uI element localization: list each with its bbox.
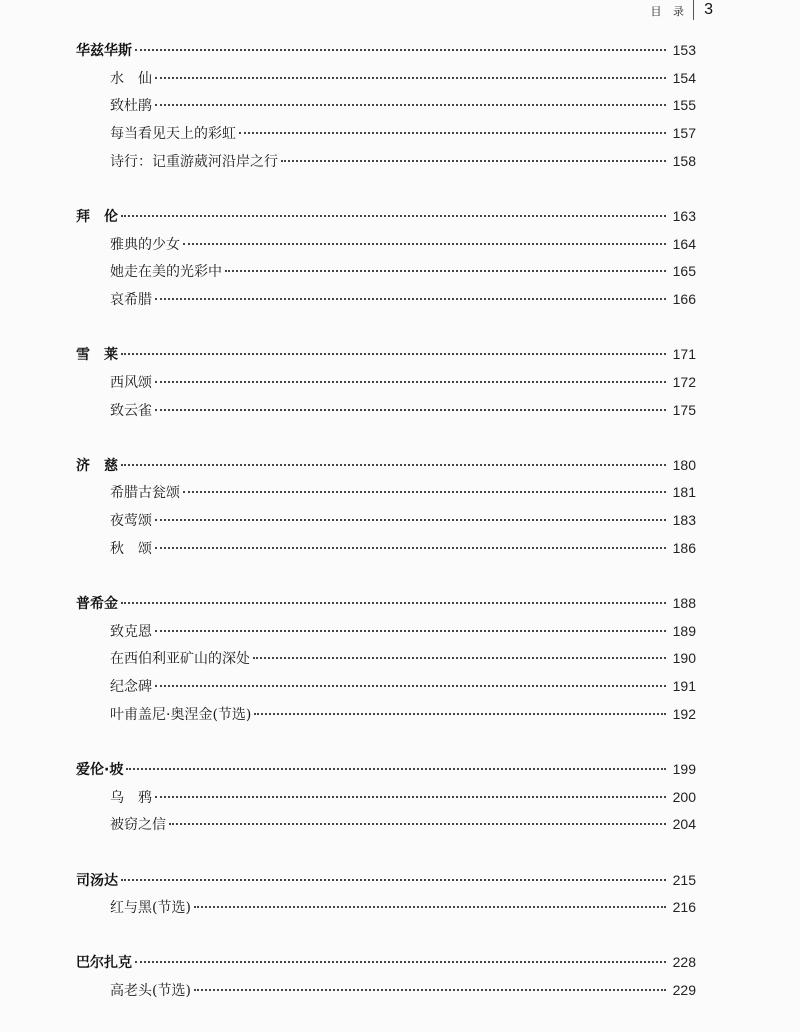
toc-section [76,203,696,314]
toc-work-entry-title: 致杜鹃 [110,98,152,115]
toc-author-entry[interactable] [76,37,696,65]
toc-work-entry-title: 致克恩 [110,623,152,640]
toc-work-entry[interactable] [76,811,696,839]
toc-work-entry[interactable] [76,65,696,93]
toc-author-entry-page: 188 [672,595,696,611]
toc-author-entry[interactable] [76,203,696,231]
toc-work-entry-page: 164 [672,235,696,252]
dot-leader [155,409,666,411]
toc-work-entry-title: 在西伯利亚矿山的深处 [110,651,250,668]
toc-work-entry-page: 186 [672,539,696,556]
toc-work-entry[interactable] [76,148,696,176]
toc-author-entry[interactable] [76,590,696,618]
toc-work-entry-page: 200 [672,788,696,805]
dot-leader [239,132,666,134]
dot-leader [155,77,666,79]
toc-work-entry-page: 204 [672,816,696,833]
toc-work-entry-page: 154 [672,69,696,86]
toc-work-entry-title: 雅典的少女 [110,236,180,253]
toc-work-entry[interactable] [76,397,696,425]
toc-work-entry-page: 166 [672,291,696,307]
dot-leader [155,298,666,300]
toc-section [76,949,696,1004]
toc-author-entry-title: 华兹华斯 [76,43,132,59]
toc-work-entry[interactable] [76,645,696,673]
toc-author-entry[interactable] [76,949,696,977]
toc-work-entry-title: 高老头(节选) [110,983,191,1000]
toc-work-entry-title: 她走在美的光彩中 [110,264,222,281]
toc-work-entry-page: 181 [672,484,696,501]
toc-work-entry[interactable] [76,479,696,507]
toc-work-entry-title: 希腊古瓮颂 [110,485,180,502]
dot-leader [121,879,666,881]
dot-leader [126,768,666,770]
toc-author-entry-page: 163 [672,207,696,224]
toc-work-entry-title: 每当看见天上的彩虹 [110,126,236,143]
toc-work-entry-page: 158 [672,152,696,169]
dot-leader [183,491,666,493]
toc-work-entry-title: 乌 鸦 [110,789,152,806]
toc-work-entry[interactable] [76,784,696,812]
dot-leader [155,630,666,632]
toc-work-entry-title: 西风颂 [110,374,152,391]
toc-work-entry-page: 183 [672,512,696,529]
toc-work-entry[interactable] [76,286,696,314]
dot-leader [121,215,666,217]
toc-work-entry[interactable] [76,701,696,729]
toc-author-entry[interactable] [76,756,696,784]
toc-author-entry[interactable] [76,452,696,480]
toc-author-entry-page: 215 [672,871,696,888]
toc-author-entry-page: 153 [672,42,696,58]
toc-work-entry[interactable] [76,258,696,286]
toc-work-entry[interactable] [76,120,696,148]
toc-author-entry-page: 199 [672,760,696,777]
running-header [600,0,800,22]
toc-work-entry-title: 水 仙 [110,70,152,87]
toc-work-entry-page: 192 [672,705,696,722]
toc-work-entry-page: 216 [672,899,696,916]
toc-work-entry-page: 191 [672,678,696,695]
toc-work-entry-title: 夜莺颂 [110,513,152,530]
header-divider [693,0,694,20]
toc-author-entry[interactable] [76,341,696,369]
dot-leader [155,547,666,549]
toc-work-entry[interactable] [76,977,696,1005]
dot-leader [254,713,666,715]
toc-work-entry-page: 175 [672,401,696,418]
toc-work-entry-page: 155 [672,97,696,114]
dot-leader [121,602,666,604]
toc-section [76,590,696,728]
toc-work-entry-title: 纪念碑 [110,679,152,696]
toc-author-entry-title: 普希金 [76,596,118,612]
toc-section [76,37,696,175]
toc-author-entry-page: 171 [672,346,696,363]
toc-work-entry-title: 红与黑(节选) [110,900,191,917]
toc-work-entry[interactable] [76,673,696,701]
header-title: 目 录 [650,5,688,18]
toc-author-entry-title: 济 慈 [76,457,118,474]
toc-author-entry-title: 拜 伦 [76,208,118,225]
toc-author-entry[interactable] [76,867,696,895]
dot-leader [121,353,666,355]
toc-work-entry-page: 189 [672,622,696,639]
dot-leader [194,989,666,991]
toc-work-entry[interactable] [76,894,696,922]
toc-work-entry[interactable] [76,618,696,646]
toc-work-entry-page: 165 [672,263,696,280]
dot-leader [155,381,666,383]
toc-author-entry-title: 巴尔扎克 [76,955,132,972]
toc-work-entry[interactable] [76,369,696,397]
toc-work-entry-page: 172 [672,373,696,390]
toc-section [76,341,696,424]
toc-author-entry-title: 司汤达 [76,872,118,889]
page-number: 3 [704,1,713,18]
dot-leader [155,685,666,687]
toc-work-entry-page: 157 [672,125,696,142]
toc-work-entry[interactable] [76,231,696,259]
toc-work-entry-page: 229 [672,982,696,999]
dot-leader [155,519,666,521]
dot-leader [281,160,666,162]
toc-author-entry-page: 180 [672,456,696,473]
table-of-contents [76,37,696,1032]
dot-leader [121,464,666,466]
toc-work-entry-title: 致云雀 [110,402,152,419]
dot-leader [225,270,666,272]
toc-section [76,452,696,563]
toc-work-entry-title: 叶甫盖尼·奥涅金(节选) [110,706,252,723]
dot-leader [183,243,666,245]
toc-section [76,756,696,839]
dot-leader [155,104,666,106]
toc-author-entry-page: 228 [672,954,696,971]
dot-leader [194,906,666,908]
dot-leader [135,49,666,51]
toc-work-entry-title: 被窃之信 [110,817,166,834]
dot-leader [253,657,666,659]
toc-section [76,867,696,922]
dot-leader [169,823,666,825]
toc-work-entry[interactable] [76,535,696,563]
toc-work-entry-title: 秋 颂 [110,540,152,557]
toc-author-entry-title: 爱伦·坡 [76,761,124,778]
toc-work-entry-title: 哀希腊 [110,292,152,308]
toc-work-entry-page: 190 [672,650,696,667]
toc-work-entry[interactable] [76,92,696,120]
toc-work-entry[interactable] [76,507,696,535]
dot-leader [135,961,666,963]
toc-author-entry-title: 雪 莱 [76,347,118,364]
toc-work-entry-title: 诗行：记重游葳河沿岸之行 [110,153,278,170]
dot-leader [155,796,666,798]
